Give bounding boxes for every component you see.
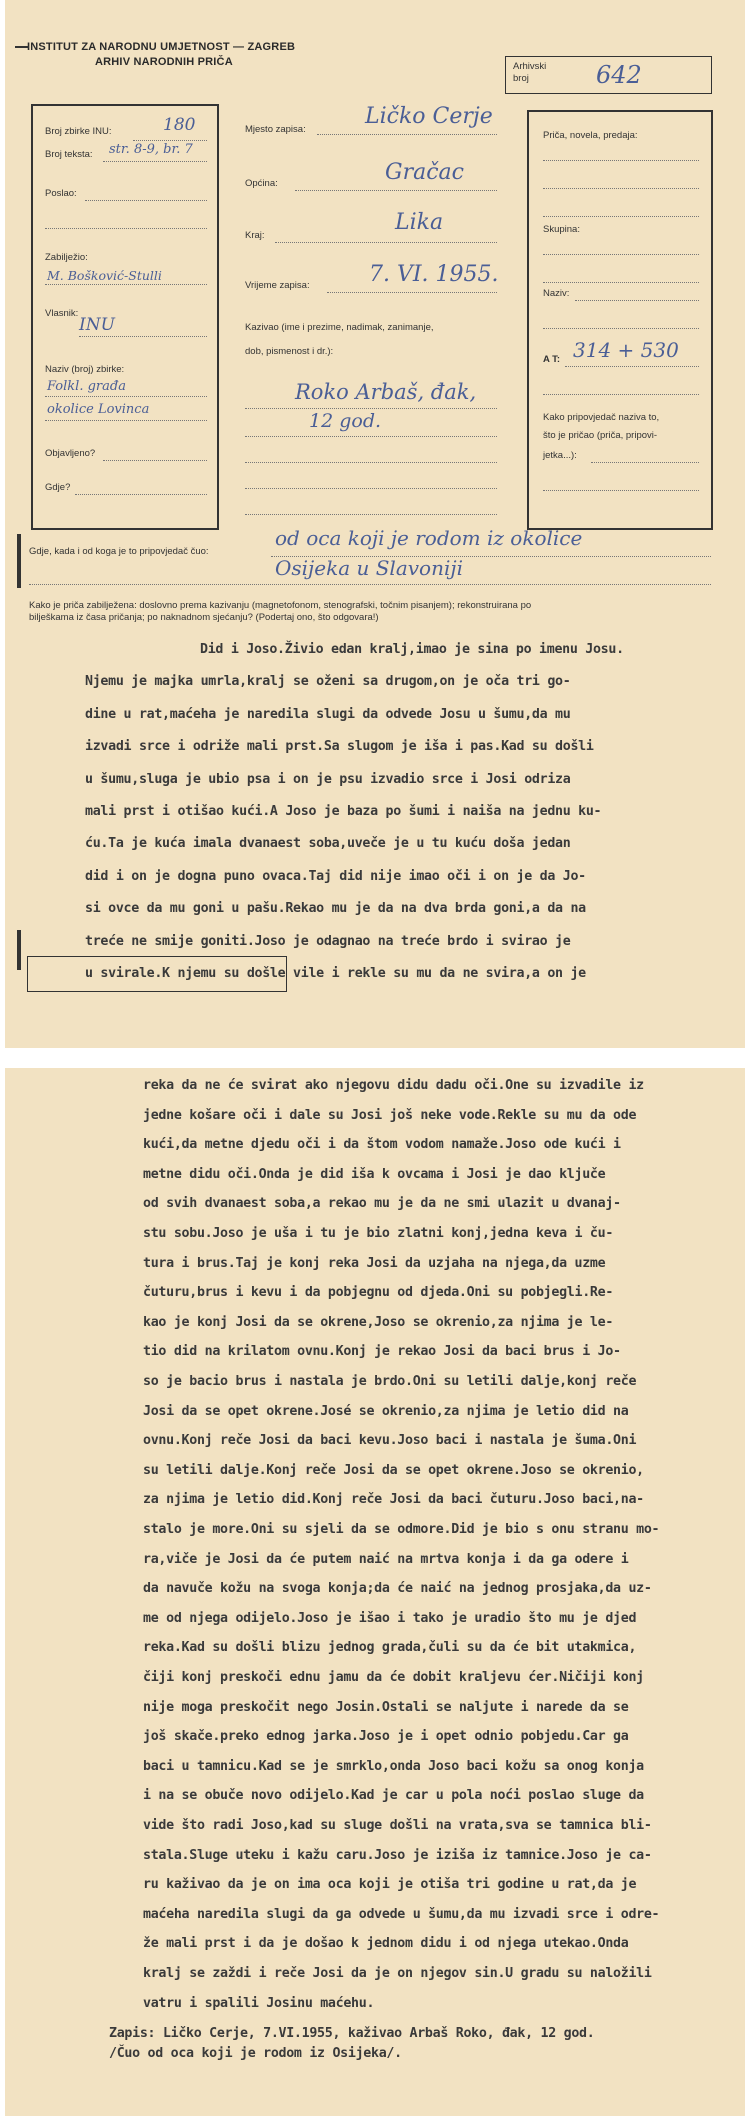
kazivao-label-2: dob, pismenost i dr.): (245, 346, 334, 357)
story-line: reka da ne će svirat ako njegovu didu dadu oči.One su izvadile iz (143, 1078, 644, 1093)
institute-title: INSTITUT ZA NARODNU UMJETNOST — ZAGREB (27, 41, 296, 53)
story-line: baci u tamnicu.Kad se je smrklo,onda Joso baci kožu sa onog konja (143, 1758, 644, 1774)
kazivao-value-1: Roko Arbaš, đak, (295, 380, 477, 404)
story-line: ću.Ta je kuća imala dvanaest soba,uveče je u tu kuću doša jedan (85, 836, 571, 852)
archive-number-value: 642 (596, 61, 642, 89)
story-line: metne didu oči.Onda je did iša k ovcama i Josi je dao ključe (143, 1166, 606, 1182)
archive-title: ARHIV NARODNIH PRIČA (95, 56, 233, 68)
story-line: su letili dalje.Konj reče Josi da se opet okrene.Joso se okrenio, (143, 1462, 644, 1478)
zbirka-value: 180 (163, 115, 196, 135)
story-line: stalo je more.Oni su sjeli da se odmore.Did je bio s onu stranu mo- (143, 1522, 660, 1537)
vrijeme-label: Vrijeme zapisa: (245, 280, 310, 291)
story-line: vatru i spalili Josinu maćehu. (143, 1995, 375, 2011)
source-value-1: od oca koji je rodom iz okolice (275, 526, 583, 550)
story-line: maćeha naredila slugi da ga odvede u šumu,da mu izvadi srce i odre- (143, 1906, 660, 1922)
corner-mark (15, 46, 29, 48)
zbirka-label: Broj zbirke INU: (45, 126, 112, 137)
story-line: si ovce da mu goni u pašu.Rekao mu je da na dva brda goni,a da na (85, 901, 586, 917)
kako-naziva-label-3: jetka...): (543, 450, 577, 461)
archive-card-back (5, 1068, 745, 2116)
objavljeno-label: Objavljeno? (45, 448, 96, 459)
story-line: kralj se zaždi i reče Josi da je on njegov sin.U gradu su naložili (143, 1966, 652, 1981)
vlasnik-value: INU (79, 315, 115, 335)
story-line: u svirale.K njemu su došle vile i rekle su mu da ne svira,a on je (85, 966, 586, 981)
story-line: čuturu,brus i kevu i da pobjegnu od djeda.Oni su pobjegli.Re- (143, 1285, 614, 1301)
kazivao-label-1: Kazivao (ime i prezime, nadimak, zanimanje, (245, 322, 434, 333)
story-line: me od njega odijelo.Joso je išao i tako je uradio što mu je djed (143, 1610, 637, 1626)
story-line: reka.Kad su došli blizu jednog grada,čuli su da će bit utakmica, (143, 1640, 637, 1656)
margin-mark (17, 930, 21, 970)
prica-label: Priča, novela, predaja: (543, 130, 638, 141)
story-line: kao je konj Josi da se okrene,Joso se okrenio,za njima je le- (143, 1314, 614, 1330)
story-line: stu sobu.Joso je uša i tu je bio zlatni konj,jedna keva i ču- (143, 1226, 614, 1241)
archive-card-front (5, 0, 745, 1048)
poslao-label: Poslao: (45, 188, 77, 199)
story-line: ovnu.Konj reče Josi da baci kevu.Joso baci i nastala je šuma.Oni (143, 1433, 637, 1449)
story-line: Njemu je majka umrla,kralj se oženi sa drugom,on je oča tri go- (85, 674, 571, 690)
bracket-mark (17, 534, 21, 588)
kako-naziva-label-2: što je pričao (priča, pripovi- (543, 430, 658, 441)
teksta-label: Broj teksta: (45, 149, 93, 160)
mjesto-label: Mjesto zapisa: (245, 124, 306, 135)
method-note-1: Kako je priča zabilježena: doslovno prema kazivanju (magnetofonom, stenografski, točnim pisanjem); rekonstruirana po (29, 600, 532, 611)
opcina-value: Gračac (385, 160, 464, 185)
story-line: mali prst i otišao kući.A Joso je baza po šumi i naiša na jednu ku- (85, 804, 602, 819)
naziv-zbirke-value-2: okolice Lovinca (47, 402, 150, 417)
story-line: još skače.preko ednog jarka.Joso je i opet odnio pobjedu.Car ga (143, 1729, 629, 1745)
vrijeme-value: 7. VI. 1955. (369, 262, 499, 287)
archive-number-box (505, 56, 712, 94)
empty-footer-box (27, 956, 287, 992)
kraj-label: Kraj: (245, 230, 265, 241)
teksta-value: str. 8-9, br. 7 (109, 142, 193, 157)
naziv-zbirke-label: Naziv (broj) zbirke: (45, 364, 125, 375)
opcina-label: Općina: (245, 178, 278, 189)
story-line: Did i Joso.Živio edan kralj,imao je sina po imenu Josu. (200, 642, 624, 657)
zabiljezio-label: Zabilježio: (45, 252, 88, 263)
story-line: dine u rat,maćeha je naredila slugi da odvede Josu u šumu,da mu (85, 706, 571, 722)
zabiljezio-value: M. Bošković-Stulli (47, 268, 162, 283)
story-line: Josi da se opet okrene.José se okrenio,za njima je letio did na (143, 1403, 629, 1419)
story-line: da navuče kožu na svoga konja;da će naić na jednog prosjaka,da uz- (143, 1581, 652, 1597)
kazivao-value-2: 12 god. (309, 410, 382, 432)
kraj-value: Lika (395, 210, 444, 235)
story-line: jedne košare oči i dale su Josi još neke vode.Rekle su mu da ode (143, 1107, 637, 1123)
story-line: ra,viče je Josi da će putem naić na mrtva konja i da ga odere i (143, 1551, 629, 1567)
story-line: did i on je dogna puno ovaca.Taj did nije imao oči i on je da Jo- (85, 868, 586, 884)
story-line: izvadi srce i odriže mali prst.Sa slugom je iša i pas.Kad su došli (85, 739, 594, 755)
skupina-label: Skupina: (543, 224, 580, 235)
at-label: A T: (543, 354, 561, 365)
archive-number-label: Arhivski broj (513, 61, 547, 84)
vlasnik-label: Vlasnik: (45, 308, 79, 319)
source-label: Gdje, kada i od koga je to pripovjedač čuo: (29, 546, 209, 557)
kako-naziva-label-1: Kako pripovjedač naziva to, (543, 412, 660, 423)
collection-box (31, 104, 219, 530)
at-value: 314 + 530 (573, 338, 679, 362)
story-line: tio did na krilatom ovnu.Konj je rekao Josi da baci brus i Jo- (143, 1344, 621, 1360)
story-line: od svih dvanaest soba,a rekao mu je da ne smi ulazit u dvanaj- (143, 1196, 621, 1212)
naziv-label: Naziv: (543, 288, 570, 299)
footer-record-2: /Čuo od oca koji je rodom iz Osijeka/. (109, 2046, 402, 2061)
story-line: vide što radi Joso,kad su sluge došli na vrata,sva se tamnica bli- (143, 1818, 652, 1833)
footer-record-1: Zapis: Ličko Cerje, 7.VI.1955, kaživao Arbaš Roko, đak, 12 god. (109, 2026, 595, 2041)
story-line: čiji konj preskoči ednu jamu da će dobit kraljevu ćer.Ničiji konj (143, 1670, 644, 1685)
method-note-2: bilješkama iz časa pričanja; po naknadnom sjećanju? (Podertaj ono, što odgovara!) (29, 612, 379, 623)
mjesto-value: Ličko Cerje (365, 104, 493, 129)
story-line: treće ne smije goniti.Joso je odagnao na treće brdo i svirao je (85, 933, 571, 949)
story-line: stala.Sluge uteku i kažu caru.Joso je izišа iz tamnice.Joso je ca- (143, 1847, 652, 1863)
story-line: i na se obuče novo odijelo.Kad je car u pola noći poslao sluge da (143, 1788, 644, 1804)
story-line: že mali prst i da je došao k jednom didu i od njega utekao.Onda (143, 1936, 629, 1952)
story-line: so je bacio brus i nastala je brdo.Oni su letili dalje,konj reče (143, 1374, 637, 1389)
story-line: ru kaživao da je on ima oca koji je otiša tri godine u rat,da je (143, 1877, 637, 1893)
story-line: kući,da metne djedu oči i da štom vodom namaže.Joso ode kući i (143, 1137, 621, 1153)
classification-box (527, 110, 713, 530)
naziv-zbirke-value-1: Folkl. građa (47, 379, 126, 394)
story-line: u šumu,sluga je ubio psa i on je psu izvadio srce i Josi odriza (85, 771, 571, 787)
source-value-2: Osijeka u Slavoniji (275, 556, 463, 580)
gdje-label: Gdje? (45, 482, 71, 493)
story-line: za njima je letio did.Konj reče Josi da baci čuturu.Joso baci,na- (143, 1492, 644, 1508)
story-line: tura i brus.Taj je konj reka Josi da uzjaha na njega,da uzme (143, 1255, 606, 1271)
story-line: nije moga preskočit nego Josin.Ostali se naljute i narede da se (143, 1699, 629, 1715)
